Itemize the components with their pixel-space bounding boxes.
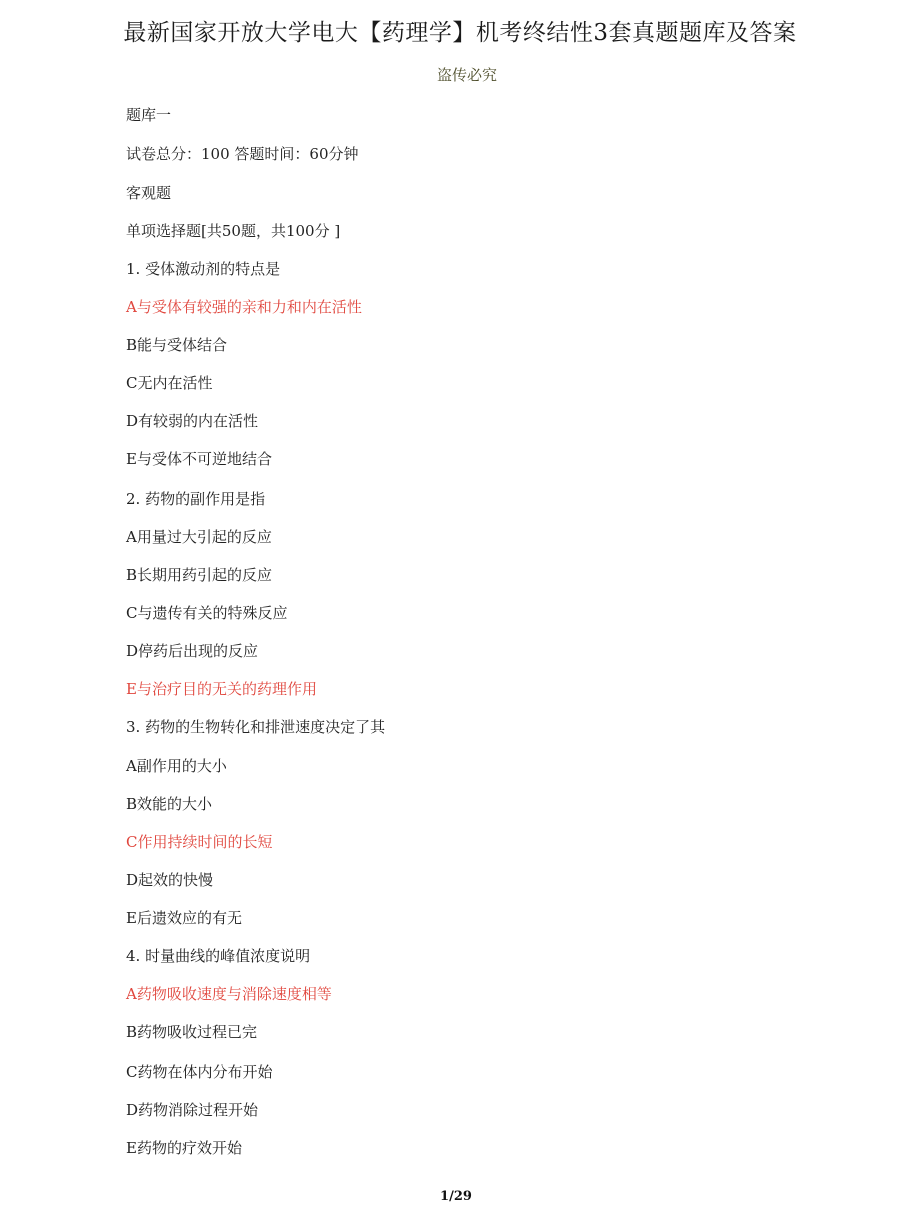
text-line: 单项选择题[共50题，共100分 ] [126,222,341,240]
page-number: 1/29 [440,1189,472,1204]
text-line: B效能的大小 [126,795,213,813]
text-line: 试卷总分：100 答题时间：60分钟 [126,145,359,163]
text-line: A用量过大引起的反应 [126,528,272,546]
text-line: 客观题 [126,184,172,202]
correct-answer-line: C作用持续时间的长短 [126,833,273,851]
document-subtitle: 盗传必究 [436,66,497,84]
text-line: D有较弱的内在活性 [126,412,259,430]
question-line: 2. 药物的副作用是指 [126,490,266,508]
text-line: D停药后出现的反应 [126,642,259,660]
document-title: 最新国家开放大学电大【药理学】机考终结性3套真题题库及答案 [123,20,797,46]
question-line: 3. 药物的生物转化和排泄速度决定了其 [126,718,386,736]
text-line: C与遗传有关的特殊反应 [126,604,288,622]
text-line: D起效的快慢 [126,871,214,889]
text-line: D药物消除过程开始 [126,1101,259,1119]
text-line: E与受体不可逆地结合 [126,450,272,468]
question-line: 1. 受体激动剂的特点是 [126,260,281,278]
text-line: 题库一 [126,106,172,124]
text-line: E后遗效应的有无 [126,909,242,927]
question-line: 4. 时量曲线的峰值浓度说明 [126,947,311,965]
text-line: B长期用药引起的反应 [126,566,273,584]
text-line: A副作用的大小 [126,757,227,775]
text-line: E药物的疗效开始 [126,1139,242,1157]
correct-answer-line: E与治疗目的无关的药理作用 [126,680,317,698]
text-line: B药物吸收过程已完 [126,1023,258,1041]
text-line: B能与受体结合 [126,336,228,354]
correct-answer-line: A与受体有较强的亲和力和内在活性 [126,298,362,316]
text-line: C无内在活性 [126,374,213,392]
text-line: C药物在体内分布开始 [126,1063,273,1081]
correct-answer-line: A药物吸收速度与消除速度相等 [126,985,332,1003]
